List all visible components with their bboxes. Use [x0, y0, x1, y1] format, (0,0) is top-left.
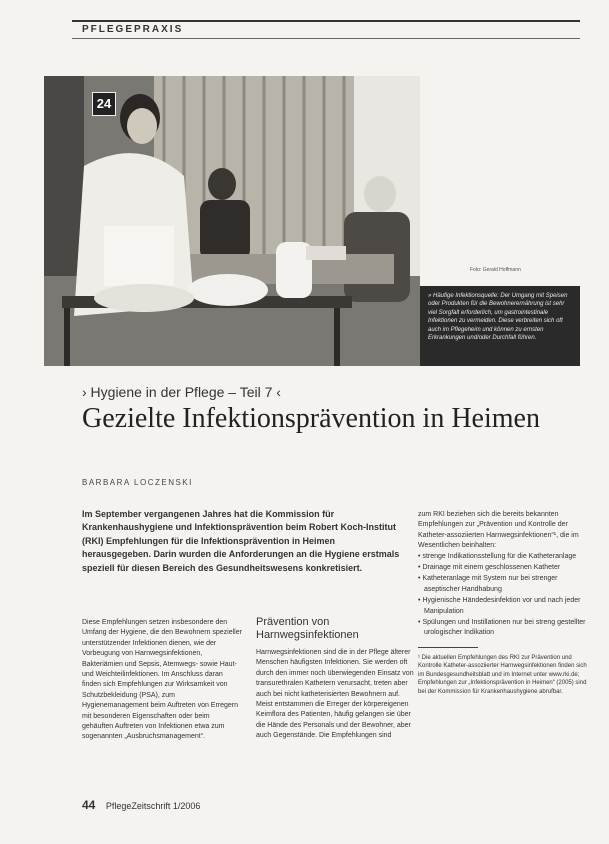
list-item: • Drainage mit einem geschlossenen Katheter	[424, 563, 588, 573]
article-title: Gezielte Infektionsprävention in Heimen	[82, 403, 540, 434]
page-number: 44	[82, 798, 96, 812]
footnote: ¹ Die aktuellen Empfehlungen des RKI zur Prävention und Kontrolle Katheter-assoziierter Harnwegsinfektionen finden sich im Bundesgesundheitsblatt und im Internet unter www.rki.de; Empfehlungen zur „Infektionsprävention in Heimen“ (2005) sind bei der Kommission für Krankenhaushygiene abrufbar.	[418, 654, 587, 695]
list-item: • Katheteranlage mit System nur bei strenger aseptischer Handhabung	[424, 574, 588, 595]
header-top-rule	[72, 20, 580, 22]
photo-caption: » Häufige Infektionsquelle: Der Umgang mit Speisen oder Produkten für die Bewohnerernährung ist sehr viel Sorgfalt erforderlich, um gastrointestinale Infektionen zu vermeiden. Diese verbreiten sich oft auch im Pflegeheim und können zu ernsten Erkrankungen und/oder Durchfall führen.	[420, 286, 580, 366]
article-author: BARBARA LOCZENSKI	[82, 478, 193, 487]
list-item: • Spülungen und Instillationen nur bei streng gestellter urologischer Indikation	[424, 618, 588, 639]
section-heading: Prävention von Harnwegsinfektionen	[256, 616, 359, 641]
list-item: • strenge Indikationsstellung für die Katheteranlage	[424, 552, 588, 562]
recommendation-list	[418, 552, 588, 639]
column-3	[418, 510, 588, 696]
article-lead: Im September vergangenen Jahres hat die Kommission für Krankenhaushygiene und Infektionsprävention beim Robert Koch-Institut (RKI) Empfehlungen für die Infektionsprävention in Heimen herausgegeben. Darin wurden die Anforderungen an die Hygiene erstmals speziell für diesen Bereich des Gesundheitswesens konkretisiert.	[82, 509, 400, 573]
series-badge	[92, 92, 116, 116]
column-2	[256, 616, 414, 742]
column-3-intro: zum RKI beziehen sich die bereits bekannten Empfehlungen zur „Prävention und Kontrolle der Katheter-assoziierten Harnwegsinfektionen“¹, die im Wesentlichen beinhalten:	[418, 511, 579, 550]
section-label: PFLEGEPRAXIS	[82, 24, 184, 35]
badge-number: 24	[96, 96, 112, 111]
journal-name: PflegeZeitschrift 1/2006	[105, 801, 201, 811]
list-item: • Hygienische Händedesinfektion vor und nach jeder Manipulation	[424, 596, 588, 617]
series-kicker: › Hygiene in der Pflege – Teil 7 ‹	[82, 384, 281, 400]
page-footer	[82, 798, 200, 812]
column-1-text: Diese Empfehlungen setzen insbesondere den Umfang der Hygiene, die den Bewohnern spezieller unterstützender Infektionen dienen, wie der Vorbeugung von Harnwegsinfektionen, Bakteriämien und Sepsis, Atemwegs- sowie Haut- und Weichteilinfektionen. Im Anschluss daran finden sich Empfehlungen zur Wirksamkeit von Schutzbekleidung (PSA), zum Hygienemanagement beim Auftreten von Erregern mit besonderen Eigenschaften oder beim gehäuften Auftreten von Infektionen etwa zum sogenannten „Ausbruchsmanagement“.	[82, 619, 242, 741]
article-photo	[44, 76, 420, 366]
footnote-rule	[418, 647, 478, 648]
photo-credit: Foto: Gerald Hoffmann	[470, 267, 521, 273]
nursing-home-photo	[44, 76, 420, 366]
column-2-text: Harnwegsinfektionen sind die in der Pflege älterer Menschen häufigsten Infektionen. Sie werden oft durch den immer noch überwiegenden Einsatz von transurethralen Kathetern verursacht, treten aber auch bei nicht katheterisierten Bewohnern auf. Meist entstammen die Erreger der körpereigenen Keimflora des Patienten, häufig gelangen sie über die Hände des Personals und der Bewohner, aber auch Gegenstände. Die Empfehlungen sind	[256, 649, 414, 740]
header-bottom-rule	[72, 38, 580, 39]
